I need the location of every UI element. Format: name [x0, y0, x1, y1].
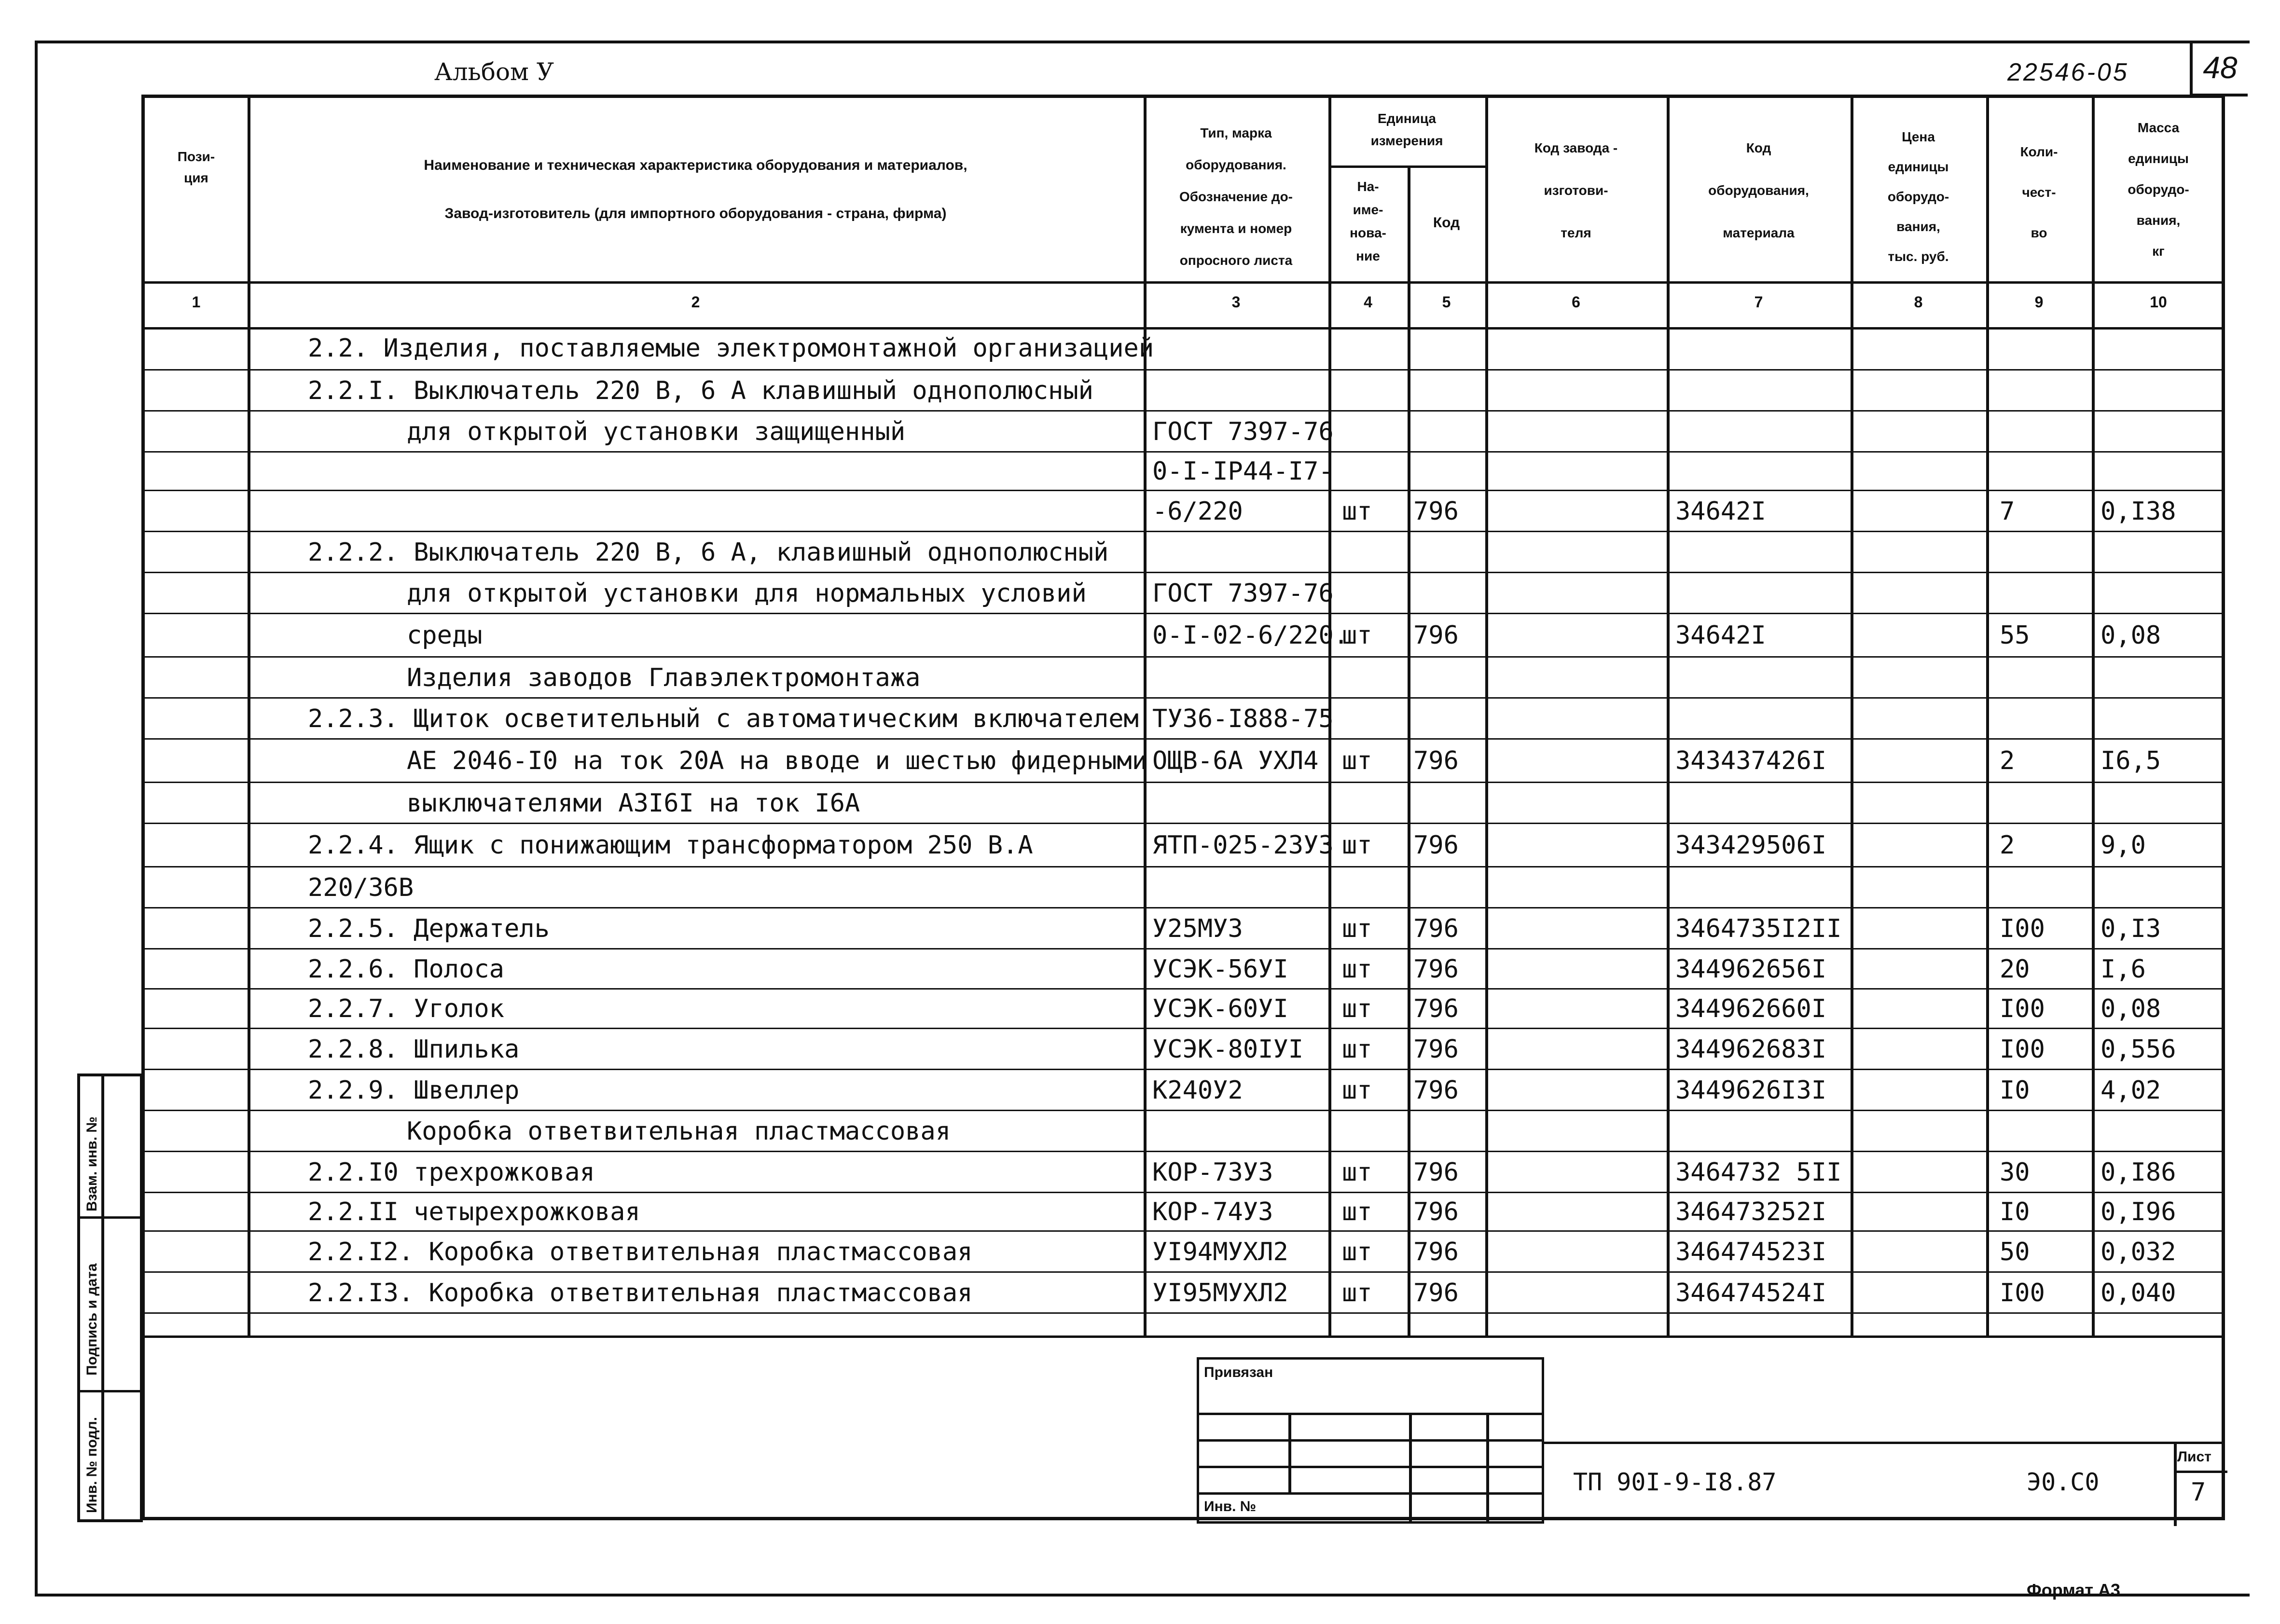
header-position: Пози- ция	[177, 149, 215, 185]
cell-equip: 344962683I	[1675, 1034, 1827, 1064]
cell-name: Коробка ответвительная пластмассовая	[407, 1116, 951, 1146]
cell-mass: 4,02	[2100, 1075, 2161, 1105]
cell-type: ТУ36-I888-75	[1152, 704, 1334, 733]
cell-equip: 343437426I	[1675, 746, 1827, 775]
cell-equip: 346474523I	[1675, 1237, 1827, 1266]
cell-type: УI95МУХЛ2	[1152, 1278, 1288, 1307]
project-code: ТП 90I-9-I8.87	[1573, 1468, 1777, 1496]
cell-unit: шт	[1342, 1197, 1372, 1226]
cell-type: 0-I-02-6/220.	[1152, 621, 1349, 650]
cell-equip: 346473252I	[1675, 1197, 1827, 1226]
cell-name: 2.2.6. Полоса	[308, 954, 504, 984]
cell-name: 2.2.II четырехрожковая	[308, 1197, 640, 1226]
cell-qty: I00	[2000, 914, 2045, 943]
side-label-inv-podl: Инв. № подл.	[84, 1417, 100, 1513]
cell-code: 796	[1413, 1075, 1459, 1105]
cell-qty: I00	[2000, 994, 2045, 1023]
cell-unit: шт	[1342, 914, 1372, 943]
side-approval-strip	[77, 1073, 143, 1522]
cell-mass: 0,040	[2100, 1278, 2176, 1307]
col-number: 7	[1754, 293, 1763, 311]
col-number: 9	[2034, 293, 2044, 311]
cell-type: -6/220	[1152, 496, 1243, 526]
cell-name: 220/36В	[308, 873, 414, 902]
cell-qty: I00	[2000, 1278, 2045, 1307]
cell-mass: 0,I96	[2100, 1197, 2176, 1226]
cell-name: для открытой установки защищенный	[407, 417, 906, 446]
header-name: Наименование и техническая характеристика оборудования и материалов, Завод-изготовитель (для импортного оборудования - страна, фирма)	[424, 157, 967, 221]
cell-code: 796	[1413, 496, 1459, 526]
cell-mass: 0,032	[2100, 1237, 2176, 1266]
cell-equip: 346474524I	[1675, 1278, 1827, 1307]
cell-qty: 2	[2000, 746, 2015, 775]
cell-mass: 0,08	[2100, 621, 2161, 650]
col-number: 1	[192, 293, 201, 311]
cell-name: 2.2.I3. Коробка ответвительная пластмассовая	[308, 1278, 973, 1307]
cell-unit: шт	[1342, 831, 1372, 860]
stamp-main-block	[1542, 1442, 2225, 1524]
header-mass: Масса единицы оборудо- вания, кг	[2128, 120, 2189, 259]
cell-unit: шт	[1342, 1157, 1372, 1187]
cell-unit: шт	[1342, 1278, 1372, 1307]
cell-equip: 3464732 5II	[1675, 1157, 1842, 1187]
cell-type: УСЭК-56УI	[1152, 954, 1288, 984]
cell-code: 796	[1413, 1237, 1459, 1266]
cell-name: 2.2.I2. Коробка ответвительная пластмассовая	[308, 1237, 973, 1266]
col-number: 2	[691, 293, 700, 311]
cell-unit: шт	[1342, 994, 1372, 1023]
cell-name: 2.2. Изделия, поставляемые электромонтажной организацией	[308, 334, 1154, 363]
cell-mass: 0,I3	[2100, 914, 2161, 943]
cell-mass: 0,556	[2100, 1034, 2176, 1064]
header-type: Тип, марка оборудования. Обозначение до- кумента и номер опросного листа	[1179, 125, 1293, 268]
cell-name: АЕ 2046-I0 на ток 20А на вводе и шестью фидерными	[407, 746, 1147, 775]
cell-code: 796	[1413, 954, 1459, 984]
cell-unit: шт	[1342, 1237, 1372, 1266]
cell-unit: шт	[1342, 746, 1372, 775]
col-number: 8	[1914, 293, 1923, 311]
cell-qty: 50	[2000, 1237, 2030, 1266]
cell-name: 2.2.I0 трехрожковая	[308, 1157, 595, 1187]
cell-code: 796	[1413, 746, 1459, 775]
side-label-inv-vz: Взам. инв. №	[84, 1116, 100, 1211]
cell-name: 2.2.9. Швеллер	[308, 1075, 520, 1105]
cell-type: К240У2	[1152, 1075, 1243, 1105]
cell-name: 2.2.4. Ящик с понижающим трансформатором 250 В.А	[308, 831, 1033, 860]
cell-qty: 2	[2000, 831, 2015, 860]
cell-type: ГОСТ 7397-76	[1152, 417, 1334, 446]
header-unit-code: Код	[1433, 215, 1460, 231]
cell-qty: I0	[2000, 1075, 2030, 1105]
col-number: 4	[1364, 293, 1372, 311]
col-number: 6	[1572, 293, 1580, 311]
cell-equip: 3449626I3I	[1675, 1075, 1827, 1105]
cell-type: ЯТП-025-23У3	[1152, 831, 1334, 860]
stamp-small-block	[1197, 1357, 1544, 1524]
cell-code: 796	[1413, 1034, 1459, 1064]
col-number: 5	[1442, 293, 1451, 311]
cell-type: ГОСТ 7397-76	[1152, 578, 1334, 608]
cell-type: 0-I-IP44-I7-	[1152, 457, 1334, 486]
cell-type: УСЭК-80IУI	[1152, 1034, 1304, 1064]
cell-name: 2.2.I. Выключатель 220 В, 6 А клавишный однополюсный	[308, 376, 1093, 405]
sheet-corner-number: 48	[2190, 43, 2248, 96]
cell-mass: 0,08	[2100, 994, 2161, 1023]
cell-equip: 34642I	[1675, 621, 1766, 650]
cell-code: 796	[1413, 994, 1459, 1023]
header-unit-name: На- име- нова- ние	[1350, 179, 1386, 263]
cell-name: выключателями А3I6I на ток I6А	[407, 788, 860, 818]
cell-equip: 344962656I	[1675, 954, 1827, 984]
cell-mass: 9,0	[2100, 831, 2146, 860]
document-number: 22546-05	[2007, 58, 2129, 86]
cell-mass: I,6	[2100, 954, 2146, 984]
cell-type: ОЩВ-6А УХЛ4	[1152, 746, 1319, 775]
header-price: Цена единицы оборудо- вания, тыс. руб.	[1887, 129, 1949, 264]
cell-unit: шт	[1342, 1075, 1372, 1105]
header-plant-code: Код завода - изготови- теля	[1534, 140, 1618, 240]
cell-code: 796	[1413, 1157, 1459, 1187]
stamp-bound-label: Привязан	[1204, 1364, 1273, 1380]
cell-qty: 55	[2000, 621, 2030, 650]
cell-code: 796	[1413, 621, 1459, 650]
cell-equip: 343429506I	[1675, 831, 1827, 860]
cell-mass: 0,I38	[2100, 496, 2176, 526]
cell-name: 2.2.5. Держатель	[308, 914, 550, 943]
cell-equip: 34642I	[1675, 496, 1766, 526]
cell-equip: 344962660I	[1675, 994, 1827, 1023]
col-number: 3	[1231, 293, 1241, 311]
cell-unit: шт	[1342, 496, 1372, 526]
col-number: 10	[2150, 293, 2167, 311]
cell-name: Изделия заводов Главэлектромонтажа	[407, 663, 921, 692]
format-label: Формат А3	[2027, 1580, 2121, 1600]
cell-mass: 0,I86	[2100, 1157, 2176, 1187]
cell-equip: 3464735I2II	[1675, 914, 1842, 943]
header-equipment-code: Код оборудования, материала	[1708, 140, 1809, 240]
cell-name: среды	[407, 621, 483, 650]
cell-code: 796	[1413, 831, 1459, 860]
cell-qty: 20	[2000, 954, 2030, 984]
cell-name: 2.2.8. Шпилька	[308, 1034, 520, 1064]
side-label-sign-date: Подпись и дата	[84, 1263, 100, 1376]
cell-code: 796	[1413, 1278, 1459, 1307]
cell-qty: I0	[2000, 1197, 2030, 1226]
cell-type: У25МУ3	[1152, 914, 1243, 943]
album-title: Альбом У	[434, 58, 554, 86]
section-code: Э0.С0	[2027, 1468, 2100, 1496]
header-unit-group: Единица измерения	[1370, 111, 1443, 148]
cell-type: КОР-73У3	[1152, 1157, 1273, 1187]
cell-code: 796	[1413, 914, 1459, 943]
specification-table	[141, 95, 2225, 1520]
cell-qty: 7	[2000, 496, 2015, 526]
cell-unit: шт	[1342, 621, 1372, 650]
sheet-label: Лист	[2177, 1449, 2211, 1465]
stamp-inv-label: Инв. №	[1204, 1499, 1257, 1514]
cell-qty: 30	[2000, 1157, 2030, 1187]
cell-name: 2.2.7. Уголок	[308, 994, 504, 1023]
sheet-number: 7	[2191, 1478, 2206, 1507]
cell-mass: I6,5	[2100, 746, 2161, 775]
cell-code: 796	[1413, 1197, 1459, 1226]
cell-name: 2.2.3. Щиток осветительный с автоматическим включателем	[308, 704, 1139, 733]
cell-qty: I00	[2000, 1034, 2045, 1064]
cell-type: УСЭК-60УI	[1152, 994, 1288, 1023]
header-quantity: Коли- чест- во	[2020, 144, 2058, 240]
cell-type: УI94МУХЛ2	[1152, 1237, 1288, 1266]
cell-unit: шт	[1342, 1034, 1372, 1064]
cell-name: для открытой установки для нормальных условий	[407, 578, 1087, 608]
cell-name: 2.2.2. Выключатель 220 В, 6 А, клавишный однополюсный	[308, 537, 1109, 567]
cell-type: КОР-74У3	[1152, 1197, 1273, 1226]
cell-unit: шт	[1342, 954, 1372, 984]
